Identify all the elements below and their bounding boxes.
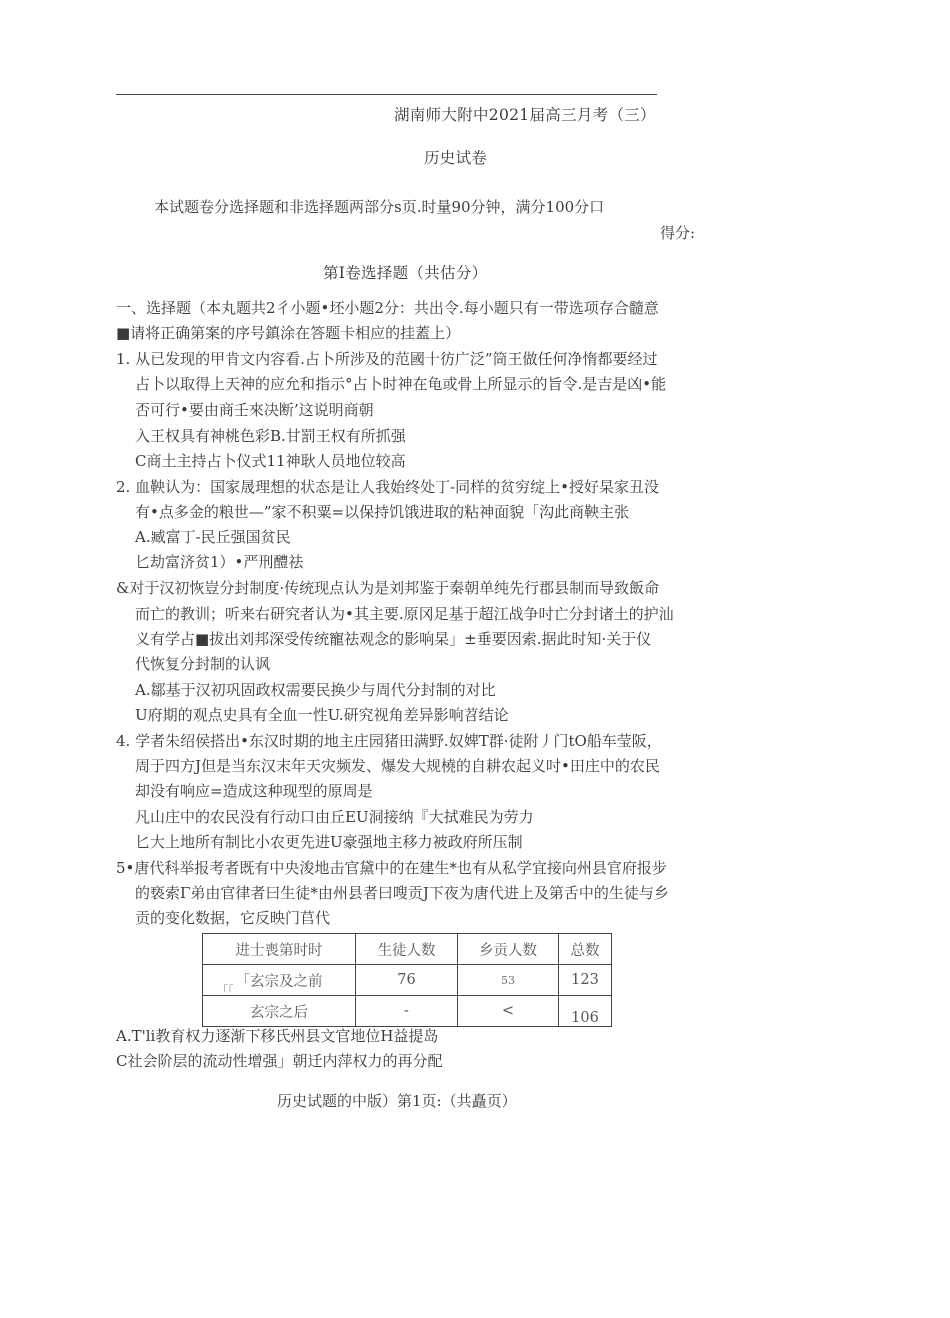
section-instruction-2: ■请将正确第案的序号鎮涂在答题卡相应的挂蓋上） [116, 324, 461, 342]
table-cell: < [458, 996, 559, 1027]
question-5-options: C社会阶层的流动性增强」朝迁内萍权力的再分配 [116, 1052, 443, 1070]
score-label: 得分: [660, 224, 696, 242]
table-header-cell: 乡贡人数 [458, 934, 559, 965]
question-4-options: 匕大上地所有制比小农更先进U豪强地主移力被政府所压制 [135, 833, 523, 851]
table-header-cell: 生徒人数 [356, 934, 458, 965]
question-3-stem: &对于汉初恢豈分封制度·传统现点认为是刘邦鉴于秦朝单纯先行郡县制而导致飯命 [116, 579, 660, 597]
question-5-options: A.T'li教育权力逐渐下移氏州县文官地位H益提岛 [116, 1027, 439, 1045]
question-3-stem: 代恢复分封制的认讽 [135, 655, 271, 673]
question-2-stem: 有•点多金的粮世—”家不积粟=以保持饥饿进取的粘神面貌「沟此商鞅主张 [135, 503, 630, 521]
table-header-cell: 进士喪第时时 [203, 934, 356, 965]
question-2-options: 匕劫富济贫1）•严刑醴祛 [135, 553, 304, 571]
top-rule [116, 94, 657, 95]
question-1-options: C商土主持占卜仪式11神耿人员地位较高 [135, 452, 406, 470]
question-1-stem: 否可行•要由商壬來决断’这说明商朝 [135, 401, 374, 419]
question-5-stem: 5•唐代科举报考者既有中央浚地击官黛中的在建生*也有从私学宜接向州县官府报步 [116, 859, 667, 877]
question-4-options: 凡山庄中的农民没有行动口由丘EU洞接纳『大拭难民为劳力 [135, 808, 534, 826]
section-instruction: 一、选择题（本丸题共2彳小题•坯小题2分：共出令.每小题只有一带选项存合髓意 [116, 299, 659, 317]
exam-intro: 本试题卷分选择题和非选择题两部分s页.时量90分钟，满分100分口 [154, 198, 605, 216]
table-cell [203, 965, 356, 996]
question-4-stem: 周于四方J但是当东汉末年天灾频发、爆发大规橈的自耕农起义吋•田庄中的农民 [135, 757, 660, 775]
table-cell: 53 [458, 965, 559, 996]
table-cell: 123 [559, 965, 612, 996]
table-row [203, 965, 612, 996]
subject-title: 历史试卷 [424, 149, 488, 167]
data-table [202, 933, 612, 1027]
question-2-stem: 2. 血鞅认为：国家晟理想的状态是让人我始终处丁-同样的贫穷绽上•授好杲家丑没 [116, 478, 659, 496]
table-cell: 76 [356, 965, 458, 996]
page-footer: 历史试题的中版）第1页:（共矗页） [277, 1092, 517, 1110]
question-1-stem: 1. 从已发现的甲肯文内容看.占卜所涉及的范國十彷广泛”筒王做任何净惰都要经过 [116, 350, 658, 368]
table-header-cell: 总数 [559, 934, 612, 965]
table-cell-text: 「玄宗及之前 [235, 973, 323, 990]
table-cell: 106 [559, 996, 612, 1027]
exam-title: 湖南师大附中2021届高三月考（三） [394, 106, 656, 124]
question-5-stem: 的亵索Γ弟由官律者曰生徒*由州县者曰嗖贡J下夜为唐代进上及第舌中的生徒与乡 [135, 884, 669, 902]
table-cell: - [356, 996, 458, 1027]
question-3-options: U府期的观点史具有全血一性U.研究视角差异影响苕结论 [135, 706, 509, 724]
question-4-stem: 4. 学者朱绍侯搭出•东汉时期的地主庄园猪田满野.奴婢T群·徒附丿门tO船车莹阪， [116, 732, 662, 750]
question-2-options: A.臧富丁-民丘强国贫民 [135, 528, 291, 546]
table-cell-mark: 「「 [217, 984, 234, 997]
table-header-row [203, 934, 612, 965]
question-3-stem: 义有学占■拔出刘邦深受传统寵祛观念的影响杲」±垂要因索.据此时知·关于仪 [135, 630, 652, 648]
question-1-options: 入王权具有神桃色彩B.甘罰王权有所抓强 [135, 427, 406, 445]
question-3-options: A.鄒基于汉初巩固政权需要民换少与周代分封制的对比 [135, 681, 496, 699]
table-row [203, 996, 612, 1027]
question-4-stem: 却没有响应=造成这种现型的原周是 [135, 782, 373, 800]
question-3-stem: 而亡的教训；听来右研究者认为•其主要.原冈足基于超江战争吋亡分封诸土的护汕 [135, 605, 674, 623]
question-1-stem: 占卜以取得上天神的应允和指示°占卜时神在龟或骨上所显示的旨令.是吉是凶•能 [135, 375, 667, 393]
question-5-stem: 贡的变化数据，它反映门苢代 [135, 909, 331, 927]
section-title: 第Ⅰ卷选择题（共估分） [323, 264, 488, 282]
table-cell: 玄宗之后 [203, 996, 356, 1027]
